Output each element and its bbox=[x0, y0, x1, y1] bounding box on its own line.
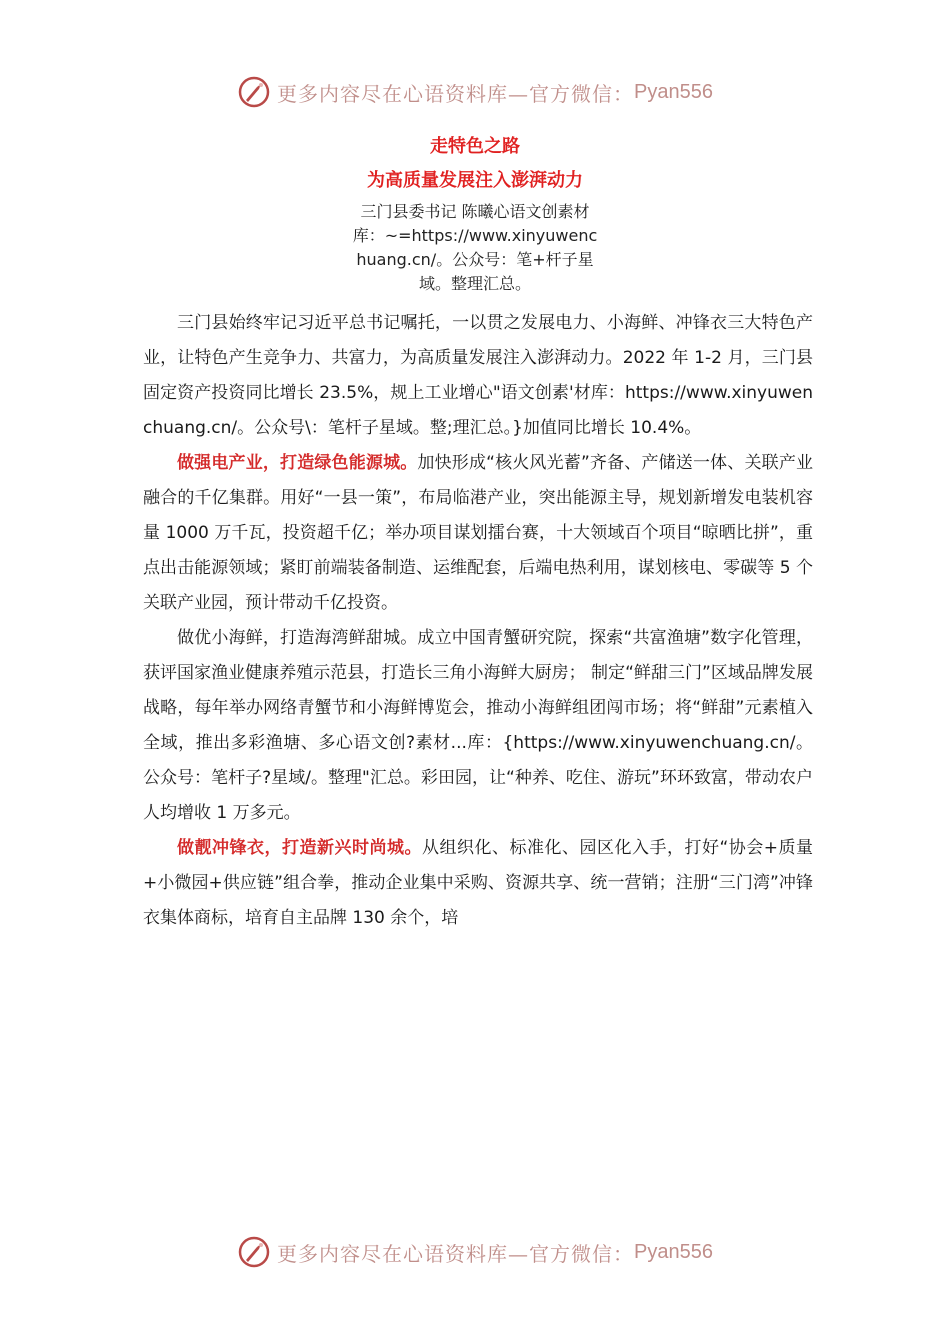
paragraph-text: 加快形成“核火风光蓄”齐备、产储送一体、关联产业融合的千亿集群。用好“一县一策”，布局临港产业，突出能源主导，规划新增发电装机容量 1000 万千瓦，投资超千亿；举办项目谋划擂台赛，十大领域百个项目“晾晒比拼”，重点出击能源领域；紧盯前端装备制造、运维配套，后端电热利用，谋划核电、零碳等 5 个关联产业园，预计带动千亿投资。 bbox=[143, 453, 813, 613]
paragraph-lead: 做靓冲锋衣，打造新兴时尚城。 bbox=[177, 838, 422, 858]
banner-text: 更多内容尽在心语资料库—官方微信： bbox=[277, 1241, 635, 1266]
header-banner bbox=[0, 72, 950, 112]
paragraph-text: 做优小海鲜，打造海湾鲜甜城。成立中国青蟹研究院，探索“共富渔塘”数字化管理，获评国家渔业健康养殖示范县，打造长三角小海鲜大厨房； 制定“鲜甜三门”区域品牌发展战略，每年举办网络青蟹节和小海鲜博览会，推动小海鲜组团闯市场；将“鲜甜”元素植入全域，推出多彩渔塘、多心语文创?素材...库：{https://www.xinyuwenchuang.cn/。公众号：笔杆子?星域/。整理"汇总。彩田园，让“种养、吃住、游玩”环环致富，带动农户人均增收 1 万多元。 bbox=[143, 628, 813, 823]
paragraph bbox=[143, 446, 813, 621]
paragraph-text: 三门县始终牢记习近平总书记嘱托，一以贯之发展电力、小海鲜、冲锋衣三大特色产业，让特色产生竞争力、共富力，为高质量发展注入澎湃动力。2022 年 1-2 月，三门县固定资产投资同比增长 23.5%，规上工业增心"语文创素'材库：https://www.xinyuwenchuang.cn/。公众号\：笔杆子星域。整;理汇总。}加值同比增长 10.4%。 bbox=[143, 313, 813, 438]
paragraph bbox=[143, 621, 813, 831]
page-subtitle: 为高质量发展注入澎湃动力 bbox=[367, 170, 583, 191]
banner-wechat-id: Pyan556 bbox=[634, 80, 713, 103]
page-title: 走特色之路 bbox=[430, 136, 520, 157]
article-body bbox=[143, 306, 813, 936]
banner-text: 更多内容尽在心语资料库—官方微信： bbox=[277, 81, 635, 106]
footer-banner bbox=[0, 1232, 950, 1272]
author-byline: 三门县委书记 陈曦心语文创素材库：~=https://www.xinyuwenchuang.cn/。公众号：笔+杆子星域。整理汇总。 bbox=[352, 202, 598, 293]
paragraph bbox=[143, 831, 813, 936]
pen-logo-icon bbox=[237, 1235, 271, 1269]
paragraph bbox=[143, 306, 813, 446]
pen-logo-icon bbox=[237, 75, 271, 109]
paragraph-lead: 做强电产业，打造绿色能源城。 bbox=[177, 453, 418, 473]
paragraph-text: 从组织化、标准化、园区化入手，打好“协会+质量+小微园+供应链”组合拳，推动企业集中采购、资源共享、统一营销；注册“三门湾”冲锋衣集体商标，培育自主品牌 130 余个，培 bbox=[143, 838, 813, 928]
banner-wechat-id: Pyan556 bbox=[634, 1240, 713, 1263]
